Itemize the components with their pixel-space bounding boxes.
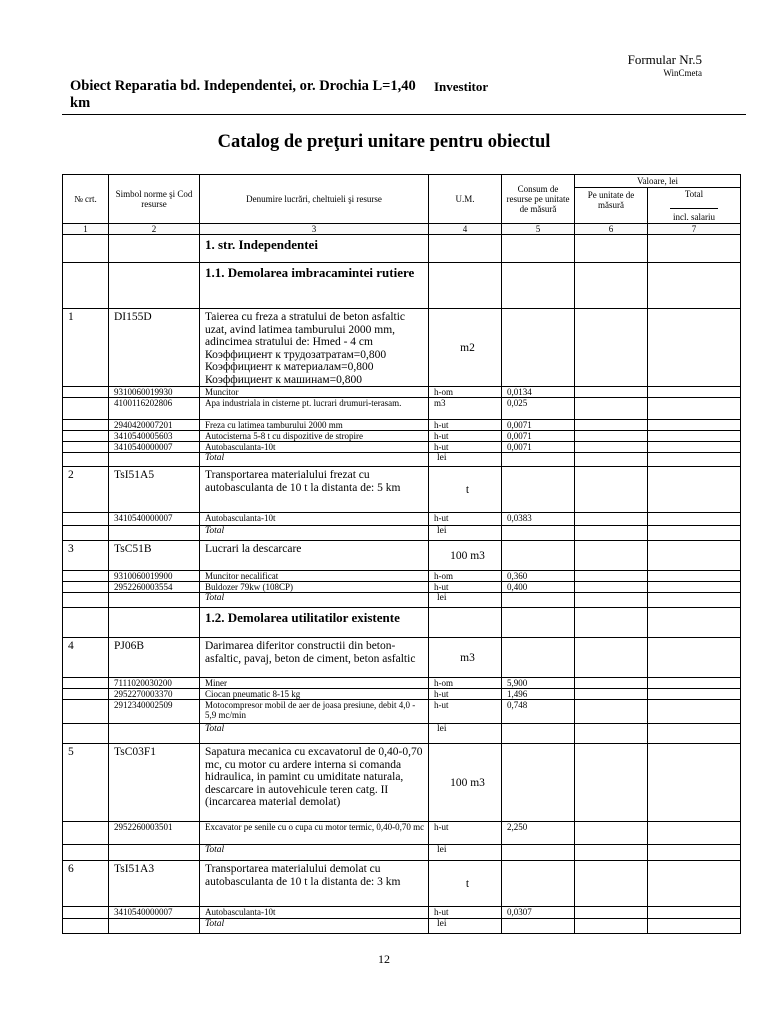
cell-total [648,263,741,309]
resource-unit: h-ut [429,442,502,453]
cell-unit-price [575,442,648,453]
resource-code: 2952260003501 [109,822,200,845]
catalog-row-item [63,861,741,907]
column-number: 3 [200,224,429,235]
resource-code: 4100116202806 [109,398,200,420]
resource-name: Miner [200,678,429,689]
resource-code: 2952270003370 [109,689,200,700]
resource-code: 2952260003554 [109,582,200,593]
item-number: 2 [63,467,109,513]
cell-code [109,919,200,934]
item-number: 5 [63,744,109,822]
total-label: Total [200,526,429,541]
catalog-row-res [63,420,741,431]
resource-code: 2940420007201 [109,420,200,431]
cell-code [109,724,200,744]
cell-total [648,744,741,822]
investor-label: Investitor [434,79,489,94]
cell-unit-price [575,387,648,398]
cell-consum [502,263,575,309]
cell-unit-price [575,571,648,582]
cell-code [109,526,200,541]
cell-total [648,526,741,541]
resource-unit: h-ut [429,700,502,724]
total-unit: lei [429,593,502,608]
cell-nr [63,608,109,638]
cell-total [648,431,741,442]
cell-nr [63,420,109,431]
cell-nr [63,431,109,442]
resource-code: 3410540000007 [109,513,200,526]
resource-name: Excavator pe senile cu o cupa cu motor termic, 0,40-0,70 mc [200,822,429,845]
resource-unit: h-ut [429,582,502,593]
cell-code [109,263,200,309]
catalog-row-res [63,571,741,582]
catalog-row-res [63,513,741,526]
resource-consumption: 5,900 [502,678,575,689]
cell-unit-price [575,700,648,724]
norm-code: PJ06B [109,638,200,678]
cell-consum [502,593,575,608]
item-unit: m2 [429,309,502,387]
resource-consumption: 0,0307 [502,907,575,919]
cell-total [648,593,741,608]
cell-total [648,387,741,398]
cell-total [648,235,741,263]
resource-name: Buldozer 79kw (108CP) [200,582,429,593]
cell-unit-price [575,420,648,431]
cell-unit-price [575,431,648,442]
catalog-row-item [63,638,741,678]
item-unit: m3 [429,638,502,678]
cell-total [648,678,741,689]
item-unit: 100 m3 [429,744,502,822]
cell-unit-price [575,907,648,919]
cell-consum [502,608,575,638]
resource-consumption: 0,0134 [502,387,575,398]
cell-unit-price [575,526,648,541]
norm-code: TsC03F1 [109,744,200,822]
cell-nr [63,907,109,919]
cell-unit-price [575,638,648,678]
cell-nr [63,582,109,593]
cell-total [648,608,741,638]
object-title: Obiect Reparatia bd. Independentei, or. Drochia L=1,40 km [70,78,416,111]
norm-code: DI155D [109,309,200,387]
item-description: Transportarea materialului demolat cu autobasculanta de 10 t la distanta de: 3 km [200,861,429,907]
resource-code: 2912340002509 [109,700,200,724]
resource-name: Autobasculanta-10t [200,513,429,526]
resource-consumption: 0,0071 [502,442,575,453]
resource-unit: h-ut [429,431,502,442]
cell-unit-price [575,235,648,263]
item-description: Lucrari la descarcare [200,541,429,571]
resource-consumption: 0,0383 [502,513,575,526]
header-divider [62,114,746,115]
cell-consum [502,526,575,541]
total-label: Total [200,919,429,934]
catalog-row-tot [63,526,741,541]
cell-total [648,309,741,387]
column-number: 7 [648,224,741,235]
page-title: Catalog de preţuri unitare pentru obiectul [217,132,551,152]
cell-total [648,822,741,845]
cell-nr [63,453,109,467]
column-number: 1 [63,224,109,235]
item-description: Sapatura mecanica cu excavatorul de 0,40-0,70 mc, cu motor cu ardere interna si comanda hidraulica, in pamint cu umiditate naturala, descarcare in autovehicule teren catg. II (incarcarea material demolat) [200,744,429,822]
col-header-valoare: Valoare, lei [575,175,741,188]
catalog-row-tot [63,724,741,744]
total-label: Total [200,453,429,467]
cell-nr [63,822,109,845]
total-unit: lei [429,845,502,861]
catalog-row-res [63,689,741,700]
cell-nr [63,845,109,861]
catalog-row-res [63,582,741,593]
cell-nr [63,526,109,541]
col-header-pe-unitate: Pe unitate de măsură [575,188,648,224]
column-number: 6 [575,224,648,235]
cell-unit-price [575,744,648,822]
col-header-total: Total [648,188,741,207]
resource-consumption: 0,748 [502,700,575,724]
cell-nr [63,387,109,398]
cell-unit-price [575,453,648,467]
cell-nr [63,689,109,700]
resource-code: 7111020030200 [109,678,200,689]
total-unit: lei [429,724,502,744]
section-title: 1.1. Demolarea imbracamintei rutiere [200,263,429,309]
cell-consum [502,744,575,822]
total-label: Total [200,724,429,744]
catalog-row-sec [63,608,741,638]
norm-code: TsI51A5 [109,467,200,513]
cell-unit-price [575,919,648,934]
cell-total [648,638,741,678]
cell-nr [63,442,109,453]
cell-unit-price [575,263,648,309]
norm-code: TsI51A3 [109,861,200,907]
cell-nr [63,700,109,724]
item-number: 1 [63,309,109,387]
cell-consum [502,638,575,678]
cell-consum [502,845,575,861]
catalog-row-res [63,398,741,420]
resource-consumption: 2,250 [502,822,575,845]
cell-total [648,724,741,744]
cell-nr [63,571,109,582]
cell-total [648,700,741,724]
resource-unit: h-ut [429,689,502,700]
cell-total [648,467,741,513]
incl-salariu-label: incl. salariu [673,212,715,222]
resource-name: Muncitor necalificat [200,571,429,582]
cell-total [648,582,741,593]
catalog-row-sec [63,235,741,263]
cell-total [648,845,741,861]
resource-name: Motocompresor mobil de aer de joasa presiune, debit 4,0 - 5,9 mc/min [200,700,429,724]
cell-unit-price [575,845,648,861]
total-unit: lei [429,919,502,934]
catalog-row-res [63,678,741,689]
resource-unit: m3 [429,398,502,420]
resource-code: 9310060019900 [109,571,200,582]
cell-consum [502,541,575,571]
cell-nr [63,919,109,934]
resource-code: 3410540000007 [109,442,200,453]
resource-consumption: 0,360 [502,571,575,582]
cell-unit-price [575,398,648,420]
cell-um [429,608,502,638]
resource-unit: h-ut [429,822,502,845]
item-description: Transportarea materialului frezat cu autobasculanta de 10 t la distanta de: 5 km [200,467,429,513]
cell-total [648,420,741,431]
resource-name: Apa industriala in cisterne pt. lucrari drumuri-terasam. [200,398,429,420]
cell-nr [63,263,109,309]
cell-unit-price [575,582,648,593]
cell-consum [502,724,575,744]
cell-total [648,907,741,919]
item-number: 4 [63,638,109,678]
cell-nr [63,724,109,744]
column-number: 2 [109,224,200,235]
cell-um [429,263,502,309]
item-unit: 100 m3 [429,541,502,571]
cell-total [648,513,741,526]
item-unit: t [429,861,502,907]
cell-code [109,608,200,638]
cell-consum [502,467,575,513]
cell-unit-price [575,467,648,513]
catalog-row-tot [63,919,741,934]
resource-code: 3410540005603 [109,431,200,442]
total-unit: lei [429,453,502,467]
cell-consum [502,309,575,387]
cell-unit-price [575,724,648,744]
cell-um [429,235,502,263]
resource-name: Ciocan pneumatic 8-15 kg [200,689,429,700]
resource-unit: h-ut [429,420,502,431]
col-header-consum: Consum de resurse pe unitate de măsură [502,175,575,224]
col-header-simbol: Simbol norme şi Cod resurse [109,175,200,224]
section-title: 1. str. Independentei [200,235,429,263]
resource-unit: h-om [429,678,502,689]
cell-unit-price [575,513,648,526]
total-label: Total [200,593,429,608]
col-header-incl-salariu [648,206,741,224]
item-number: 6 [63,861,109,907]
cell-unit-price [575,678,648,689]
section-title: 1.2. Demolarea utilitatilor existente [200,608,429,638]
catalog-row-tot [63,593,741,608]
total-unit: lei [429,526,502,541]
catalog-row-tot [63,845,741,861]
cell-total [648,541,741,571]
resource-unit: h-om [429,571,502,582]
cell-code [109,453,200,467]
resource-name: Muncitor [200,387,429,398]
cell-consum [502,861,575,907]
resource-code: 3410540000007 [109,907,200,919]
catalog-row-item [63,541,741,571]
catalog-row-res [63,822,741,845]
catalog-row-item [63,467,741,513]
cell-total [648,453,741,467]
resource-code: 9310060019930 [109,387,200,398]
resource-unit: h-ut [429,907,502,919]
catalog-row-item [63,744,741,822]
price-catalog-table [62,174,741,934]
resource-unit: h-om [429,387,502,398]
cell-unit-price [575,593,648,608]
cell-consum [502,453,575,467]
cell-code [109,235,200,263]
col-header-denumire: Denumire lucrări, cheltuieli şi resurse [200,175,429,224]
form-number: Formular Nr.5 [627,52,702,67]
col-header-um: U.M. [429,175,502,224]
resource-consumption: 1,496 [502,689,575,700]
col-header-nr: № crt. [63,175,109,224]
page-number: 12 [378,952,390,966]
cell-unit-price [575,541,648,571]
cell-nr [63,398,109,420]
resource-consumption: 0,400 [502,582,575,593]
cell-total [648,442,741,453]
item-description: Taierea cu freza a stratului de beton asfaltic uzat, avind latimea tamburului 2000 mm, adincimea stratului de: Hmed - 4 cm Коэффициент к трудозатратам=0,800 Коэффициент к материалам=0,800 Коэффициент к машинам=0,800 [200,309,429,387]
cell-code [109,593,200,608]
resource-name: Autobasculanta-10t [200,907,429,919]
catalog-row-sec [63,263,741,309]
resource-name: Autocisterna 5-8 t cu dispozitive de stropire [200,431,429,442]
catalog-row-res [63,387,741,398]
catalog-row-res [63,907,741,919]
resource-name: Freza cu latimea tamburului 2000 mm [200,420,429,431]
item-unit: t [429,467,502,513]
cell-nr [63,678,109,689]
resource-consumption: 0,0071 [502,431,575,442]
catalog-row-res [63,442,741,453]
resource-unit: h-ut [429,513,502,526]
cell-nr [63,235,109,263]
cell-consum [502,919,575,934]
column-number: 4 [429,224,502,235]
cell-nr [63,513,109,526]
column-number: 5 [502,224,575,235]
resource-consumption: 0,0071 [502,420,575,431]
resource-consumption: 0,025 [502,398,575,420]
cell-total [648,861,741,907]
cell-total [648,689,741,700]
cell-total [648,919,741,934]
cell-nr [63,593,109,608]
cell-unit-price [575,861,648,907]
column-number-row [63,224,741,235]
catalog-row-res [63,700,741,724]
cell-consum [502,235,575,263]
norm-code: TsC51B [109,541,200,571]
cell-code [109,845,200,861]
cell-total [648,398,741,420]
catalog-row-tot [63,453,741,467]
program-name: WinCmeta [663,68,702,78]
catalog-row-item [63,309,741,387]
cell-unit-price [575,822,648,845]
total-label: Total [200,845,429,861]
item-number: 3 [63,541,109,571]
item-description: Darimarea diferitor constructii din beton-asfaltic, pavaj, beton de ciment, beton asfaltic [200,638,429,678]
catalog-body [63,235,741,934]
cell-unit-price [575,689,648,700]
cell-unit-price [575,608,648,638]
resource-name: Autobasculanta-10t [200,442,429,453]
cell-unit-price [575,309,648,387]
catalog-row-res [63,431,741,442]
cell-total [648,571,741,582]
